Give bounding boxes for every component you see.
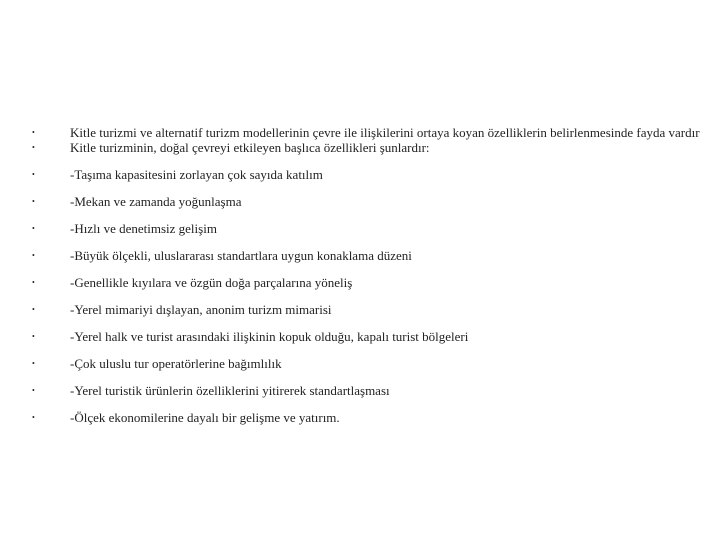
list-item — [32, 195, 702, 208]
list-item — [32, 303, 702, 316]
bullet-icon: • — [32, 197, 35, 206]
bullet-text: -Çok uluslu tur operatörlerine bağımlılık — [70, 356, 282, 371]
list-item — [32, 330, 702, 343]
list-item — [32, 222, 702, 235]
bullet-text: -Yerel turistik ürünlerin özelliklerini yitirerek standartlaşması — [70, 383, 390, 398]
list-item — [32, 357, 702, 370]
bullet-icon: • — [32, 305, 35, 314]
bullet-text: -Taşıma kapasitesini zorlayan çok sayıda katılım — [70, 167, 323, 182]
bullet-icon: • — [32, 413, 35, 422]
bullet-icon: • — [32, 251, 35, 260]
bullet-list — [32, 126, 702, 424]
bullet-text: -Büyük ölçekli, uluslararası standartlara uygun konaklama düzeni — [70, 248, 412, 263]
bullet-icon: • — [32, 278, 35, 287]
list-item — [32, 249, 702, 262]
bullet-icon: • — [32, 386, 35, 395]
bullet-text: -Yerel halk ve turist arasındaki ilişkinin kopuk olduğu, kapalı turist bölgeleri — [70, 329, 469, 344]
bullet-icon: • — [32, 332, 35, 341]
bullet-text: Kitle turizminin, doğal çevreyi etkileyen başlıca özellikleri şunlardır: — [70, 140, 430, 155]
list-item — [32, 126, 702, 139]
bullet-icon: • — [32, 224, 35, 233]
bullet-text: Kitle turizmi ve alternatif turizm modellerinin çevre ile ilişkilerini ortaya koyan özelliklerin belirlenmesinde fayda vardır — [70, 125, 700, 140]
bullet-icon: • — [32, 359, 35, 368]
bullet-text: -Genellikle kıyılara ve özgün doğa parçalarına yöneliş — [70, 275, 353, 290]
list-item — [32, 276, 702, 289]
list-item — [32, 168, 702, 181]
list-item — [32, 141, 702, 154]
bullet-icon: • — [32, 170, 35, 179]
bullet-text: -Hızlı ve denetimsiz gelişim — [70, 221, 217, 236]
bullet-icon: • — [32, 128, 35, 137]
bullet-text: -Ölçek ekonomilerine dayalı bir gelişme ve yatırım. — [70, 410, 340, 425]
list-item — [32, 411, 702, 424]
bullet-icon: • — [32, 143, 35, 152]
bullet-text: -Mekan ve zamanda yoğunlaşma — [70, 194, 242, 209]
bullet-text: -Yerel mimariyi dışlayan, anonim turizm mimarisi — [70, 302, 332, 317]
list-item — [32, 384, 702, 397]
